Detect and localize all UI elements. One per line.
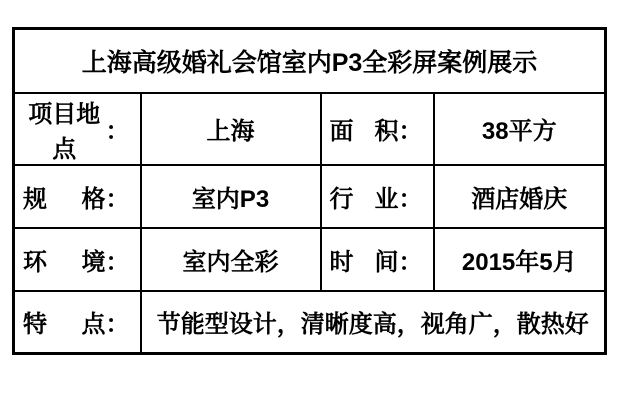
label-area-text: 面 — [329, 118, 354, 145]
label-features — [14, 291, 141, 354]
value-environment: 室内全彩 — [141, 228, 321, 291]
label-area — [321, 93, 434, 165]
table-row — [14, 228, 606, 291]
value-time: 2015年5月 — [434, 228, 606, 291]
label-spec-colon: 格： — [81, 185, 130, 213]
label-area-colon: 积： — [374, 118, 423, 145]
case-info-table — [12, 27, 607, 355]
label-time — [321, 228, 434, 291]
value-features: 节能型设计，清晰度高，视角广，散热好 — [141, 291, 606, 354]
table-row — [14, 93, 606, 165]
value-project-location: 上海 — [141, 93, 321, 165]
label-environment — [14, 228, 141, 291]
label-features-text: 特 — [23, 311, 47, 339]
label-spec — [14, 165, 141, 228]
table-title: 上海高级婚礼会馆室内P3全彩屏案例展示 — [14, 29, 606, 93]
label-features-colon: 点： — [81, 311, 130, 339]
label-project-location-colon: ： — [105, 118, 130, 145]
value-spec: 室内P3 — [141, 165, 321, 228]
label-project-location-text: 项目地点 — [28, 100, 101, 163]
label-industry — [321, 165, 434, 228]
label-environment-colon: 境： — [81, 248, 130, 276]
label-time-text: 时 — [329, 248, 354, 276]
table-row — [14, 291, 606, 354]
label-project-location — [14, 93, 141, 165]
label-industry-text: 行 — [329, 185, 354, 213]
value-industry: 酒店婚庆 — [434, 165, 606, 228]
label-time-colon: 间： — [374, 248, 423, 276]
label-environment-text: 环 — [23, 248, 47, 276]
table-row — [14, 165, 606, 228]
value-area: 38平方 — [434, 93, 606, 165]
label-industry-colon: 业： — [374, 185, 423, 213]
label-spec-text: 规 — [23, 185, 47, 213]
title-row — [14, 29, 606, 93]
